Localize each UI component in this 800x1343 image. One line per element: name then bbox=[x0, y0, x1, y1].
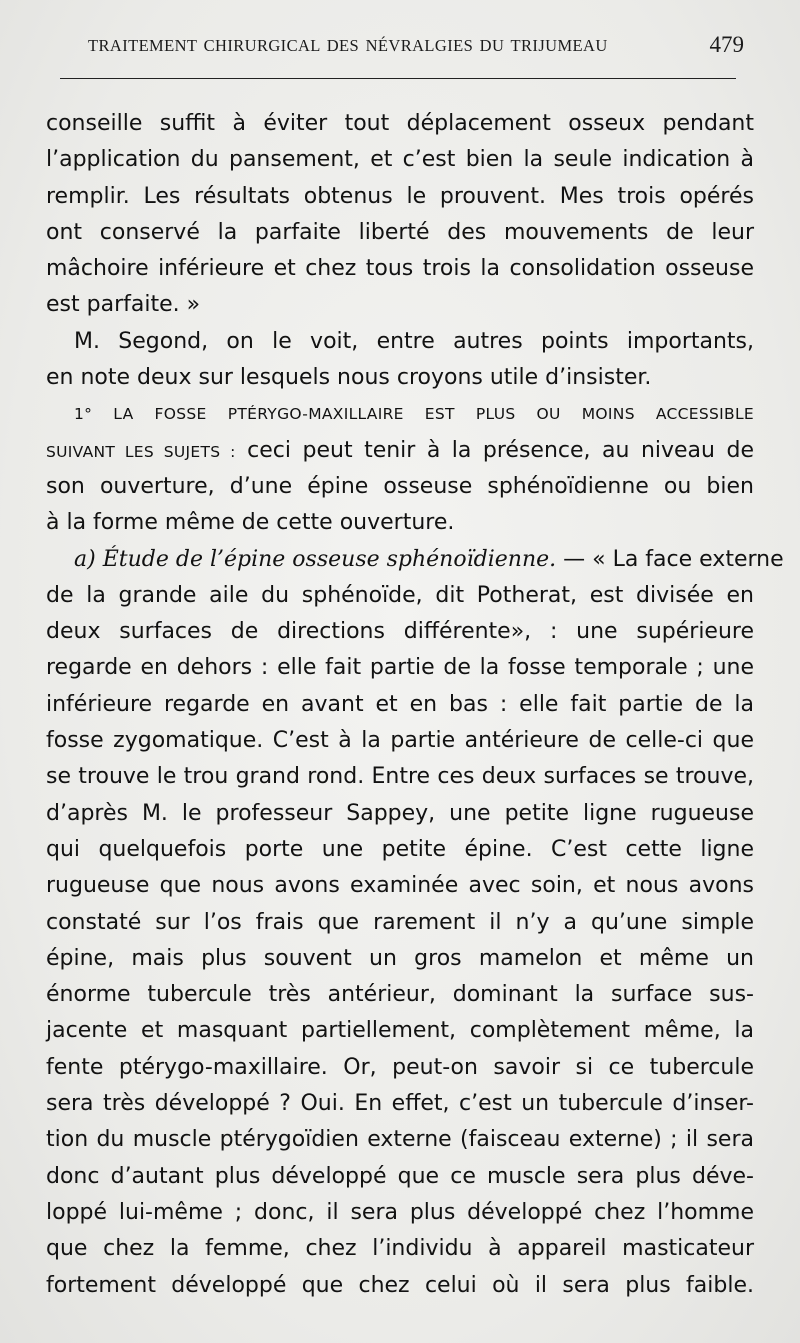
text-line: son ouverture, d’une épine osseuse sphénoïdienne ou bien bbox=[46, 473, 754, 499]
page-header bbox=[88, 34, 748, 64]
text-line: ont conservé la parfaite liberté des mouvements de leur bbox=[46, 219, 754, 245]
running-title: TRAITEMENT CHIRURGICAL DES NÉVRALGIES DU TRIJUMEAU bbox=[88, 36, 608, 55]
text-line: rugueuse que nous avons examinée avec soin, et nous avons bbox=[46, 873, 754, 899]
text-line: fente ptérygo-maxillaire. Or, peut-on savoir si ce tubercule bbox=[46, 1054, 754, 1080]
text-line bbox=[46, 542, 784, 578]
text-line: à la forme même de cette ouverture. bbox=[46, 510, 455, 536]
text-line: deux surfaces de directions différente», : une supérieure bbox=[46, 619, 754, 645]
text-line: en note deux sur lesquels nous croyons utile d’insister. bbox=[46, 365, 652, 391]
text-line: l’application du pansement, et c’est bien la seule indication à bbox=[46, 147, 754, 173]
text-line: jacente et masquant partiellement, complètement même, la bbox=[46, 1018, 754, 1044]
text-line: mâchoire inférieure et chez tous trois la consolidation osseuse bbox=[46, 256, 754, 282]
body-text bbox=[46, 106, 784, 1304]
text-line: remplir. Les résultats obtenus le prouvent. Mes trois opérés bbox=[46, 183, 754, 209]
text-line: inférieure regarde en avant et en bas : elle fait partie de la bbox=[46, 691, 754, 717]
header-rule bbox=[60, 78, 736, 79]
section-heading-continued: SUIVANT LES SUJETS : bbox=[46, 442, 236, 461]
text-line: regarde en dehors : elle fait partie de la fosse temporale ; une bbox=[46, 655, 754, 681]
text-line: tion du muscle ptérygoïdien externe (faisceau externe) ; il sera bbox=[46, 1127, 754, 1153]
text-segment: ceci peut tenir à la présence, au niveau de bbox=[235, 437, 754, 463]
text-line: se trouve le trou grand rond. Entre ces deux surfaces se trouve, bbox=[46, 764, 754, 790]
text-line: qui quelquefois porte une petite épine. C’est cette ligne bbox=[46, 836, 754, 862]
text-line: énorme tubercule très antérieur, dominant la surface sus- bbox=[46, 982, 754, 1008]
page-number: 479 bbox=[709, 32, 744, 57]
text-line: épine, mais plus souvent un gros mamelon et même un bbox=[46, 945, 754, 971]
text-line bbox=[46, 433, 754, 469]
text-line: fosse zygomatique. C’est à la partie antérieure de celle-ci que bbox=[46, 728, 754, 754]
text-line: que chez la femme, chez l’individu à appareil masticateur bbox=[46, 1236, 754, 1262]
text-line: de la grande aile du sphénoïde, dit Potherat, est divisée en bbox=[46, 582, 754, 608]
text-line: fortement développé que chez celui où il sera plus faible. bbox=[46, 1272, 754, 1298]
subsection-title: a) Étude de l’épine osseuse sphénoïdienne. bbox=[74, 546, 557, 572]
text-line: d’après M. le professeur Sappey, une petite ligne rugueuse bbox=[46, 800, 754, 826]
text-line: M. Segond, on le voit, entre autres points importants, bbox=[74, 328, 754, 354]
section-heading: 1° LA FOSSE PTÉRYGO-MAXILLAIRE EST PLUS OU MOINS ACCESSIBLE bbox=[74, 405, 754, 424]
text-line: est parfaite. » bbox=[46, 292, 201, 318]
text-line: conseille suffit à éviter tout déplacement osseux pendant bbox=[46, 111, 754, 136]
text-line: constaté sur l’os frais que rarement il n’y a qu’une simple bbox=[46, 909, 754, 935]
text-line: loppé lui-même ; donc, il sera plus développé chez l’homme bbox=[46, 1199, 754, 1225]
text-line: donc d’autant plus développé que ce muscle sera plus déve- bbox=[46, 1163, 754, 1189]
text-segment: — « La face externe bbox=[556, 546, 784, 572]
text-line: sera très développé ? Oui. En effet, c’est un tubercule d’inser- bbox=[46, 1091, 754, 1117]
